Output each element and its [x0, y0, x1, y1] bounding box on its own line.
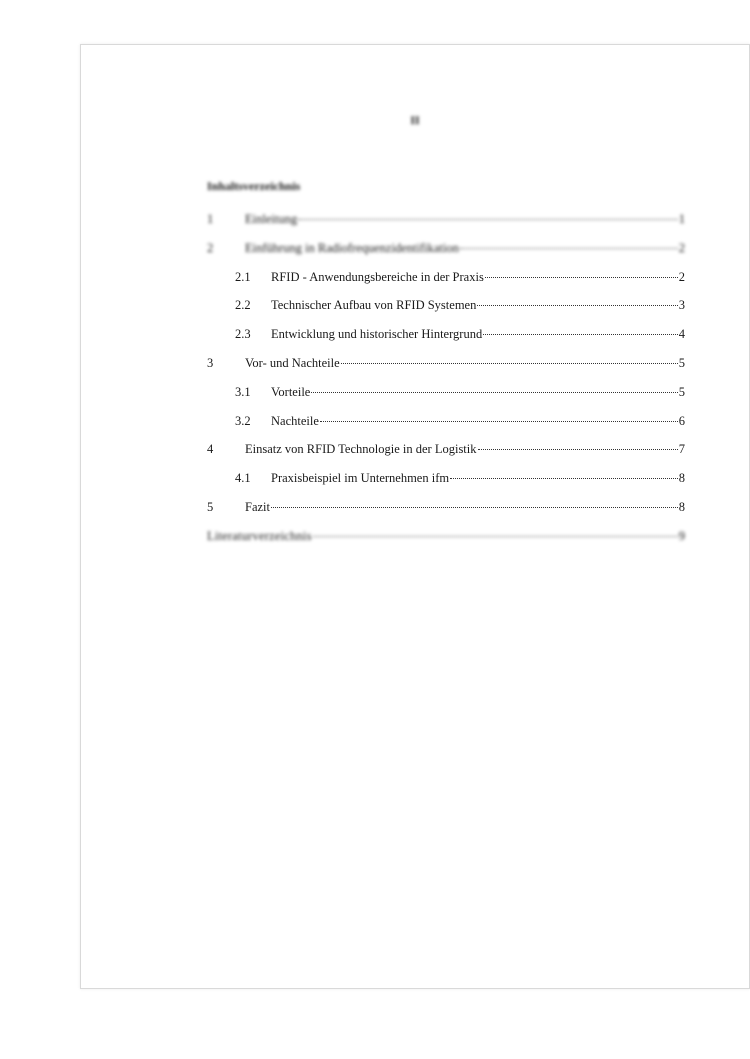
toc-entry-title: Entwicklung und historischer Hintergrund [271, 327, 483, 342]
toc-entry-page: 9 [678, 528, 685, 543]
toc-entry-number: 3.1 [235, 384, 251, 399]
toc-entry-page: 5 [678, 355, 685, 370]
toc-entry-page: 1 [678, 212, 685, 226]
document-page [80, 44, 750, 989]
toc-leader-dots [298, 209, 678, 220]
toc-entry-page: 8 [678, 499, 685, 514]
toc-entry-page: 2 [678, 269, 685, 284]
toc-entry-title: Einsatz von RFID Technologie in der Logistik [245, 442, 477, 457]
toc-entry-title: Nachteile [271, 413, 319, 428]
toc-entry-number: 2 [207, 240, 214, 255]
toc-entry[interactable] [207, 493, 685, 522]
toc-leader-dots [311, 382, 677, 393]
toc-leader-dots [341, 353, 678, 364]
toc-entry-page: 6 [678, 413, 685, 428]
toc-entry[interactable] [207, 522, 685, 551]
toc-entry-page: 7 [678, 442, 685, 457]
toc-entry[interactable] [207, 464, 685, 493]
toc-entry-number: 2.1 [235, 269, 251, 284]
toc-heading: Inhaltsverzeichnis [207, 179, 301, 193]
toc-entry-number: 4 [207, 442, 214, 457]
toc-entry-page: 2 [678, 240, 685, 255]
toc-entry-title: Technischer Aufbau von RFID Systemen [271, 298, 477, 313]
toc-entry-title: Vor- und Nachteile [245, 355, 340, 370]
toc-entry-title: Einführung in Radiofrequenzidentifikation [245, 240, 459, 255]
toc-entry-number: 3.2 [235, 413, 251, 428]
toc-leader-dots [478, 439, 678, 450]
toc-entry-number: 2.2 [235, 298, 251, 313]
toc-entry[interactable] [207, 263, 685, 292]
table-of-contents [207, 205, 685, 551]
toc-leader-dots [477, 295, 677, 306]
toc-entry[interactable] [207, 435, 685, 464]
toc-entry-number: 5 [207, 499, 214, 514]
toc-entry-title: Fazit [245, 499, 270, 514]
toc-entry-title: Literaturverzeichnis [207, 528, 312, 543]
toc-entry-page: 4 [678, 327, 685, 342]
toc-entry-title: Praxisbeispiel im Unternehmen ifm [271, 471, 450, 486]
toc-entry[interactable] [207, 378, 685, 407]
page-number: II [410, 113, 420, 127]
toc-leader-dots [485, 267, 678, 278]
toc-entry[interactable] [207, 320, 685, 349]
toc-entry[interactable] [207, 291, 685, 320]
toc-entry[interactable] [207, 234, 685, 263]
toc-entry-title: Einleitung [245, 212, 298, 226]
toc-entry-number: 1 [207, 212, 214, 226]
toc-entry-page: 8 [678, 471, 685, 486]
toc-leader-dots [313, 526, 678, 537]
toc-entry-number: 4.1 [235, 471, 251, 486]
toc-leader-dots [483, 324, 678, 335]
toc-entry[interactable] [207, 205, 685, 234]
toc-entry-number: 2.3 [235, 327, 251, 342]
toc-entry[interactable] [207, 407, 685, 436]
toc-entry-title: Vorteile [271, 384, 311, 399]
toc-entry[interactable] [207, 349, 685, 378]
toc-entry-number: 3 [207, 355, 214, 370]
toc-leader-dots [320, 411, 678, 422]
toc-leader-dots [450, 468, 678, 479]
toc-leader-dots [271, 497, 678, 508]
toc-leader-dots [460, 238, 678, 249]
toc-entry-page: 5 [678, 384, 685, 399]
toc-entry-title: RFID - Anwendungsbereiche in der Praxis [271, 269, 484, 284]
toc-entry-page: 3 [678, 298, 685, 313]
